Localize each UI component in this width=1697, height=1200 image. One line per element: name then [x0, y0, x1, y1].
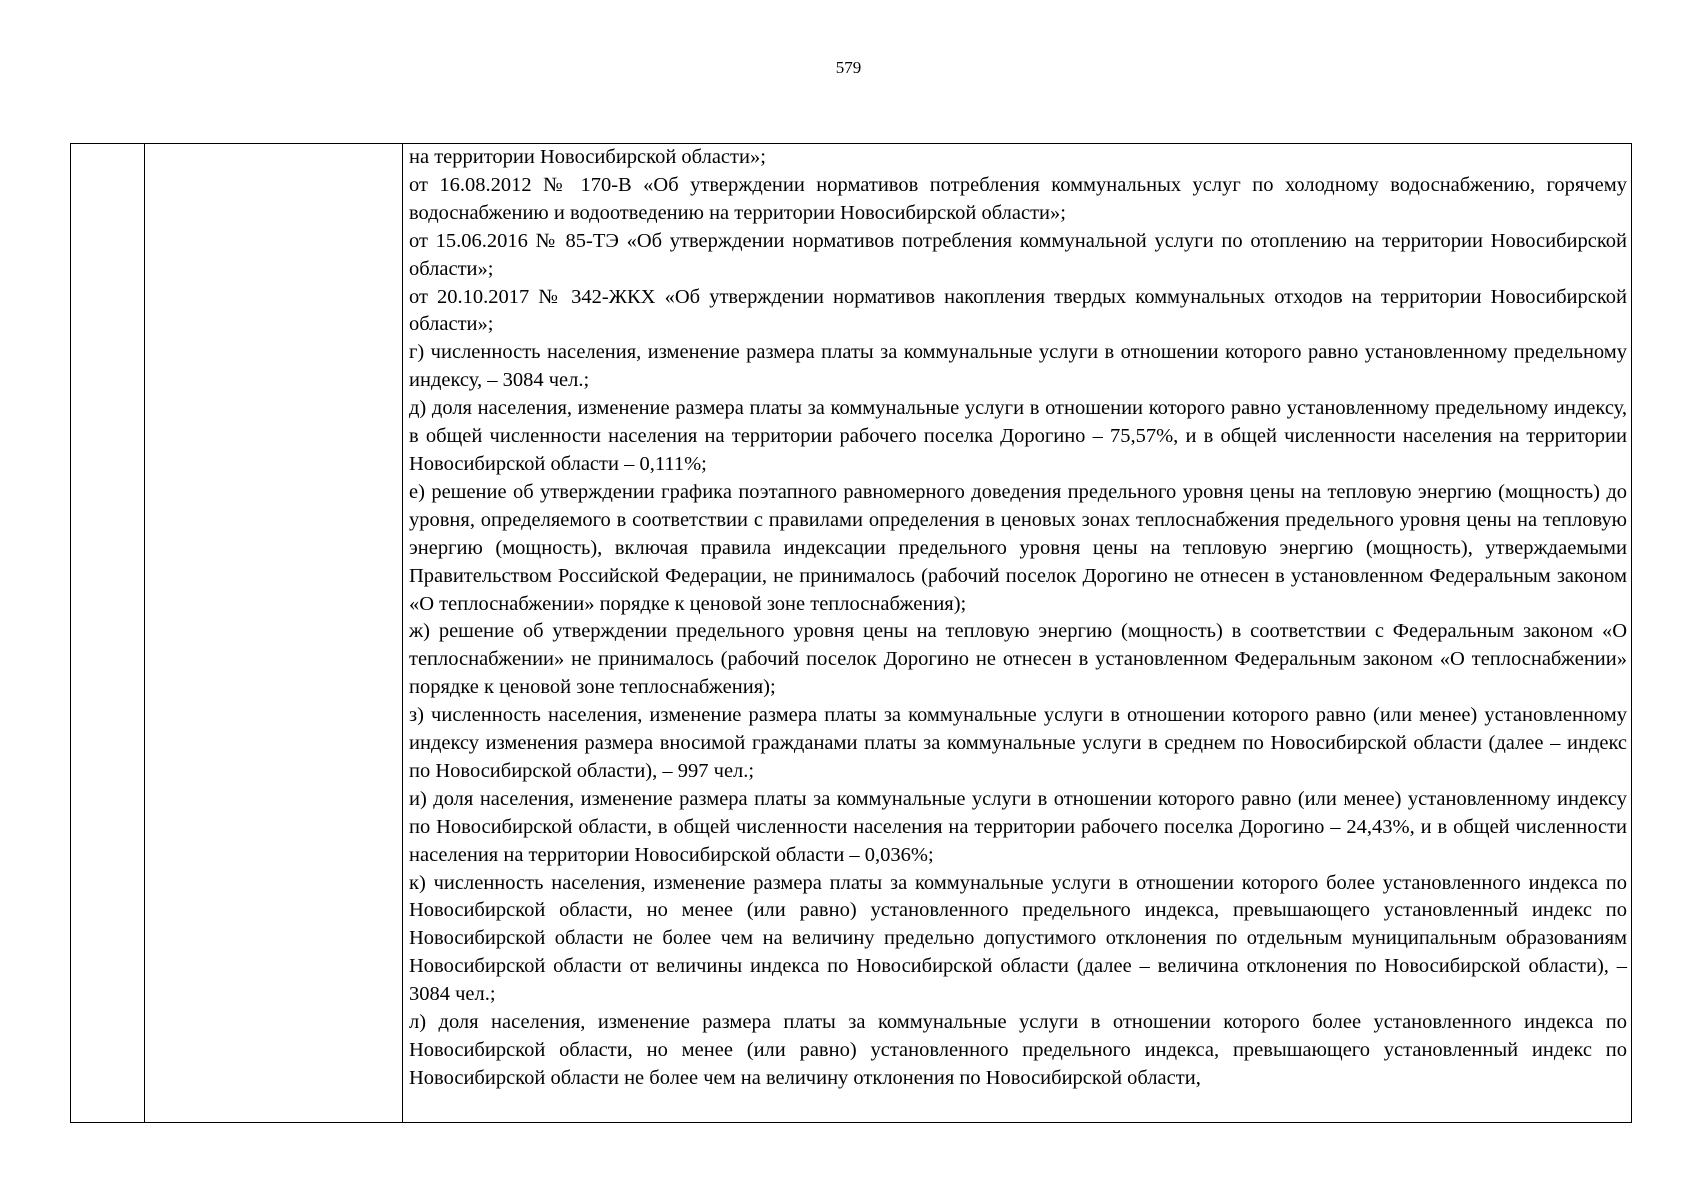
paragraph: г) численность населения, изменение размера платы за коммунальные услуги в отношении которого равно установленному предельному индексу, – 3084 чел.; [409, 341, 1627, 392]
document-table [70, 143, 1632, 1123]
paragraph: д) доля населения, изменение размера платы за коммунальные услуги в отношении которого равно установленному предельному индексу, в общей численности населения на территории рабочего поселка Дорогино – 75,57%, и в общей численности населения на территории Новосибирской области – 0,111%; [409, 397, 1627, 475]
paragraph: от 20.10.2017 № 342-ЖКХ «Об утверждении нормативов накопления твердых коммунальных отходов на территории Новосибирской области»; [409, 285, 1627, 336]
column-divider [144, 144, 145, 1122]
paragraph: и) доля населения, изменение размера платы за коммунальные услуги в отношении которого равно (или менее) установленному индексу по Новосибирской области, в общей численности населения на территории рабочего поселка Дорогино – 24,43%, и в общей численности населения на территории Новосибирской области – 0,036%; [409, 787, 1627, 866]
paragraph: к) численность населения, изменение размера платы за коммунальные услуги в отношении которого более установленного индекса по Новосибирской области, но менее (или равно) установленного предельного индекса, превышающего установленный индекс по Новосибирской области не более чем на величину предельно допустимого отклонения по отдельным муниципальным образованиям Новосибирской области от величины индекса по Новосибирской области (далее – величина отклонения по Новосибирской области), – 3084 чел.; [409, 871, 1627, 1006]
column-divider [402, 144, 403, 1122]
paragraph: от 15.06.2016 № 85-ТЭ «Об утверждении нормативов потребления коммунальной услуги по отоплению на территории Новосибирской области»; [409, 229, 1627, 280]
paragraph: ж) решение об утверждении предельного уровня цены на тепловую энергию (мощность) в соответствии с Федеральным законом «О теплоснабжении» не принималось (рабочий поселок Дорогино не отнесен в установленном Федеральным законом «О теплоснабжении» порядке к ценовой зоне теплоснабжения); [409, 620, 1627, 699]
paragraph: л) доля населения, изменение размера платы за коммунальные услуги в отношении которого более установленного индекса по Новосибирской области, но менее (или равно) установленного предельного индекса, превышающего установленный индекс по Новосибирской области не более чем на величину отклонения по Новосибирской области, [409, 1011, 1627, 1089]
paragraph: на территории Новосибирской области»; [409, 146, 766, 168]
paragraph: от 16.08.2012 № 170-В «Об утверждении нормативов потребления коммунальных услуг по холодному водоснабжению, горячему водоснабжению и водоотведению на территории Новосибирской области»; [409, 173, 1627, 224]
page-number: 579 [835, 58, 862, 77]
paragraph: з) численность населения, изменение размера платы за коммунальные услуги в отношении которого равно (или менее) установленному индексу изменения размера вносимой гражданами платы за коммунальные услуги в среднем по Новосибирской области (далее – индекс по Новосибирской области), – 997 чел.; [409, 704, 1627, 782]
paragraph: е) решение об утверждении графика поэтапного равномерного доведения предельного уровня цены на тепловую энергию (мощность) до уровня, определяемого в соответствии с правилами определения в ценовых зонах теплоснабжения предельного уровня цены на тепловую энергию (мощность), включая правила индексации предельного уровня цены на тепловую энергию (мощность), утверждаемыми Правительством Российской Федерации, не принималось (рабочий поселок Дорогино не отнесен в установленном Федеральным законом «О теплоснабжении» порядке к ценовой зоне теплоснабжения); [409, 480, 1627, 615]
table-text-cell [409, 144, 1627, 1093]
